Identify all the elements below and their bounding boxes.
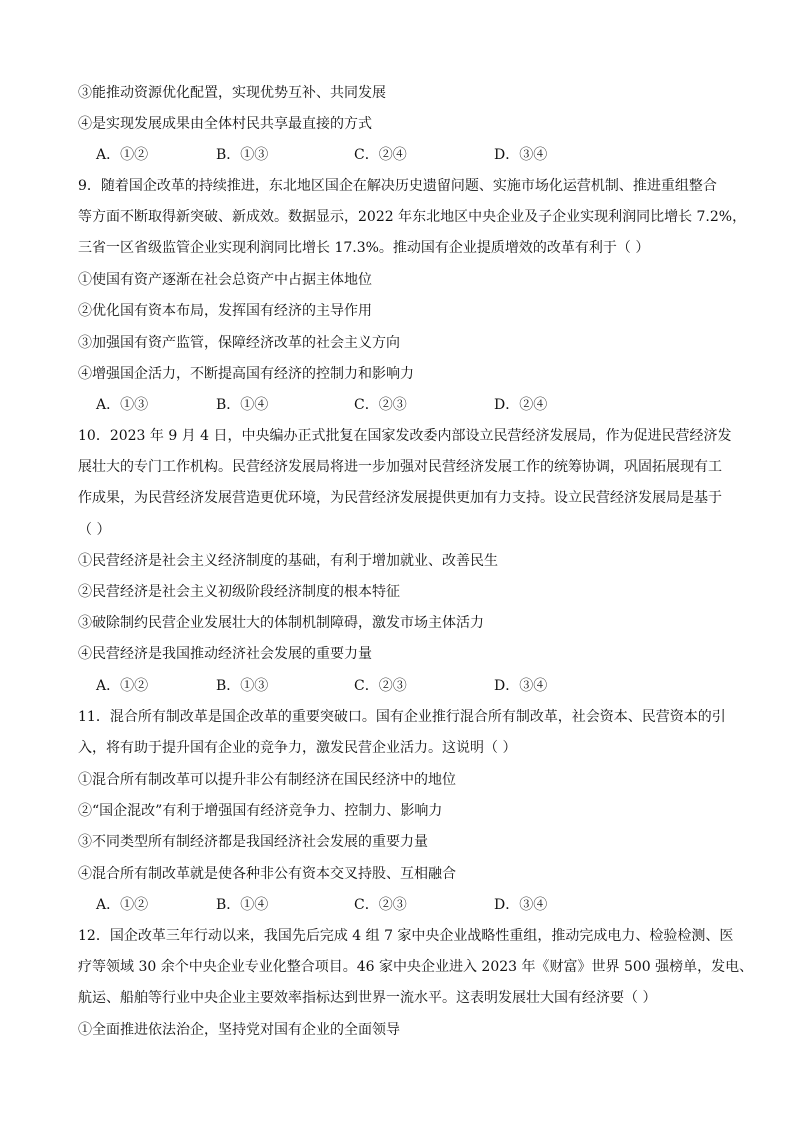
q10-option-c[interactable]: C．②③ (354, 678, 407, 694)
q8-option-d[interactable]: D．③④ (494, 147, 548, 163)
q11-statement-1: ①混合所有制改革可以提升非公有制经济在国民经济中的地位 (78, 772, 456, 788)
q9-statement-1: ①使国有资产逐渐在社会总资产中占据主体地位 (78, 272, 372, 288)
q12-stem-line-3: 航运、船舶等行业中央企业主要效率指标达到世界一流水平。这表明发展壮大国有经济要（ ） (78, 990, 657, 1006)
q9-option-b[interactable]: B．①④ (216, 397, 269, 413)
q8-option-b[interactable]: B．①③ (216, 147, 269, 163)
q9-stem-line-1: 9．随着国企改革的持续推进，东北地区国企在解决历史遗留问题、实施市场化运营机制、推进重组整合 (78, 178, 717, 194)
q8-statement-4: ④是实现发展成果由全体村民共享最直接的方式 (78, 116, 372, 132)
q10-statement-4: ④民营经济是我国推动经济社会发展的重要力量 (78, 646, 372, 662)
q10-option-b[interactable]: B．①③ (216, 678, 269, 694)
q11-option-c[interactable]: C．②③ (354, 897, 407, 913)
q10-stem-line-1: 10．2023 年 9 月 4 日，中央编办正式批复在国家发改委内部设立民营经济发展局，作为促进民营经济发 (78, 428, 732, 444)
q9-option-a[interactable]: A．①③ (96, 397, 149, 413)
q10-stem-line-2: 展壮大的专门工作机构。民营经济发展局将进一步加强对民营经济发展工作的统筹协调，巩固拓展现有工 (78, 459, 722, 475)
q9-option-c[interactable]: C．②③ (354, 397, 407, 413)
q9-options (0, 395, 794, 415)
q10-statement-3: ③破除制约民营企业发展壮大的体制机制障碍，激发市场主体活力 (78, 615, 484, 631)
q9-statement-2: ②优化国有资本布局，发挥国有经济的主导作用 (78, 303, 372, 319)
q10-statement-2: ②民营经济是社会主义初级阶段经济制度的根本特征 (78, 584, 400, 600)
q11-stem-line-2: 入，将有助于提升国有企业的竞争力，激发民营企业活力。这说明（ ） (78, 740, 517, 756)
q10-statement-1: ①民营经济是社会主义经济制度的基础，有利于增加就业、改善民生 (78, 553, 498, 569)
q11-option-b[interactable]: B．①④ (216, 897, 269, 913)
q9-stem-line-2: 等方面不断取得新突破、新成效。数据显示，2022 年东北地区中央企业及子企业实现利润同比增长 7.2%， (78, 209, 747, 225)
q8-statement-3: ③能推动资源优化配置，实现优势互补、共同发展 (78, 85, 386, 101)
q8-option-a[interactable]: A．①② (96, 147, 149, 163)
q11-statement-4: ④混合所有制改革就是使各种非公有资本交叉持股、互相融合 (78, 866, 456, 882)
q9-stem-line-3: 三省一区省级监管企业实现利润同比增长 17.3%。推动国有企业提质增效的改革有利于（ ） (78, 240, 650, 256)
q11-statement-2: ②“国企混改”有利于增强国有经济竞争力、控制力、影响力 (78, 803, 443, 819)
q9-option-d[interactable]: D．②④ (494, 397, 548, 413)
q11-option-a[interactable]: A．①② (96, 897, 149, 913)
q10-option-d[interactable]: D．③④ (494, 678, 548, 694)
q8-option-c[interactable]: C．②④ (354, 147, 407, 163)
q11-option-d[interactable]: D．③④ (494, 897, 548, 913)
q10-options (0, 676, 794, 696)
q11-stem-line-1: 11．混合所有制改革是国企改革的重要突破口。国有企业推行混合所有制改革，社会资本、民营资本的引 (78, 709, 726, 725)
q10-stem-line-3: 作成果，为民营经济发展营造更优环境，为民营经济发展提供更加有力支持。设立民营经济发展局是基于 (78, 490, 722, 506)
q9-statement-4: ④增强国企活力，不断提高国有经济的控制力和影响力 (78, 366, 414, 382)
q11-options (0, 895, 794, 915)
q11-statement-3: ③不同类型所有制经济都是我国经济社会发展的重要力量 (78, 834, 428, 850)
q12-stem-line-1: 12．国企改革三年行动以来，我国先后完成 4 组 7 家中央企业战略性重组，推动完成电力、检验检测、医 (78, 928, 734, 944)
q8-options (0, 145, 794, 165)
q9-statement-3: ③加强国有资产监管，保障经济改革的社会主义方向 (78, 335, 400, 351)
q10-option-a[interactable]: A．①② (96, 678, 149, 694)
q12-statement-1: ①全面推进依法治企，坚持党对国有企业的全面领导 (78, 1022, 400, 1038)
q10-stem-line-4: （ ） (78, 522, 111, 538)
q12-stem-line-2: 疗等领域 30 余个中央企业专业化整合项目。46 家中央企业进入 2023 年《财富》世界 500 强榜单，发电、 (78, 959, 754, 975)
